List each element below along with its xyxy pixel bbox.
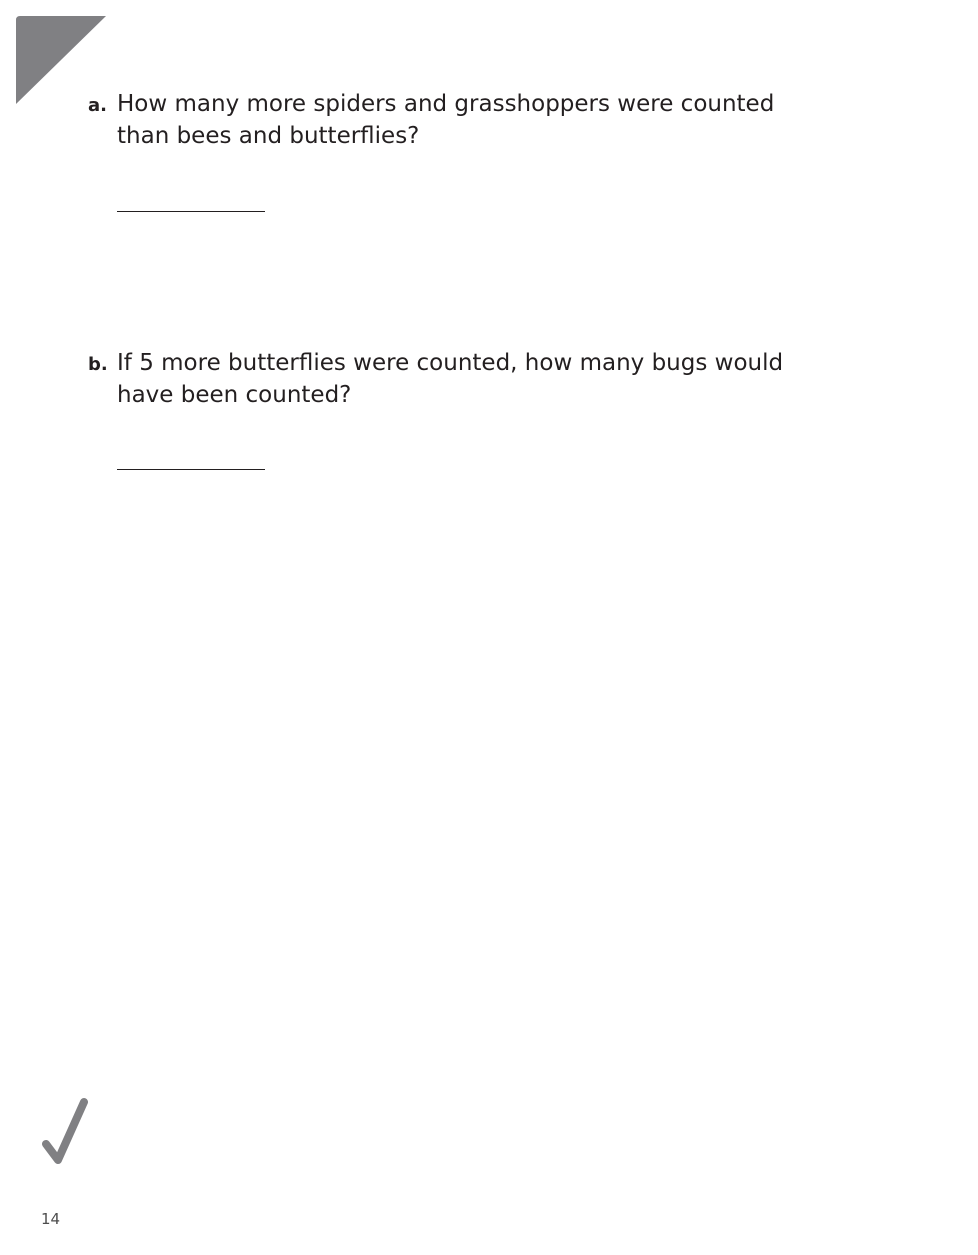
corner-triangle-icon (16, 16, 106, 106)
page-number: 14 (41, 1210, 61, 1228)
question-b-text: If 5 more butterflies were counted, how many bugs would have been counted? (117, 350, 784, 408)
checkmark-icon (38, 1096, 90, 1168)
question-a-text: How many more spiders and grasshoppers were counted than bees and butterflies? (117, 91, 775, 149)
question-b-label: b. (88, 354, 108, 375)
question-b-answer-line[interactable] (117, 469, 265, 470)
question-a-answer-line[interactable] (117, 211, 265, 212)
question-a-label: a. (88, 95, 107, 116)
